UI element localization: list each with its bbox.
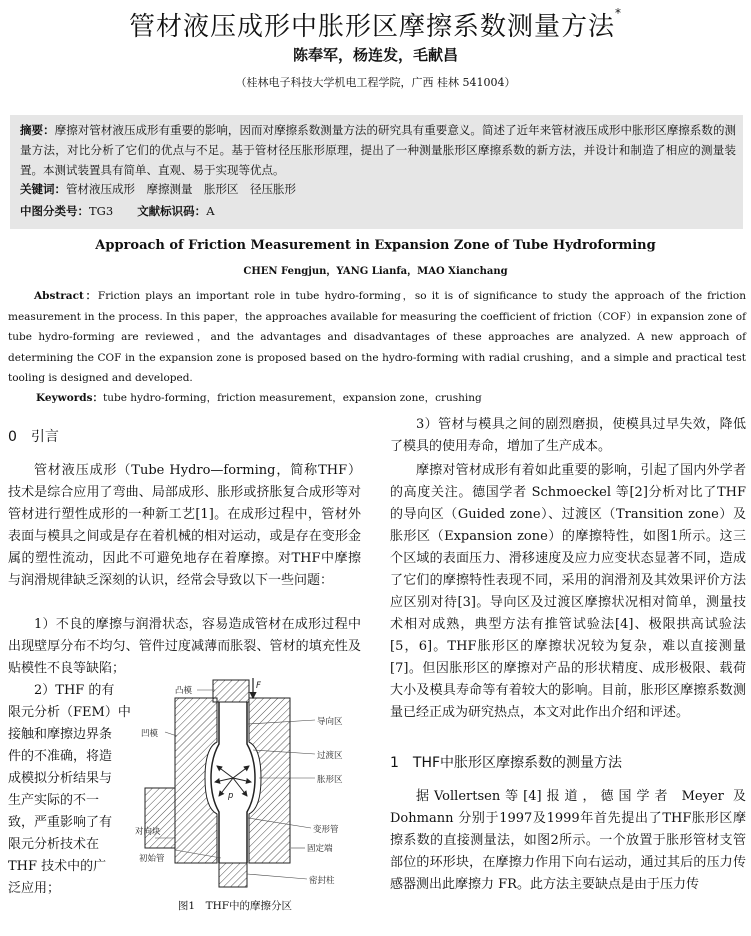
intro-paragraph-3: 2）THF 的有 限元分析（FEM）中 接触和摩擦边界条 件的不准确，将造 成模拟分析结果与 生产实际的不一 致，严重影响了有 限元分析技术在 THF 技术中的广 泛应用； (8, 683, 131, 896)
counter-block-shape (145, 788, 175, 848)
doc-code-label: 文献标识码： (137, 204, 207, 218)
cn-keywords-text: 管材液压成形 摩擦测量 胀形区 径压胀形 (66, 182, 296, 196)
figure-1-friction-zones (135, 678, 365, 894)
paper-affiliation: （桂林电子科技大学机电工程学院，广西 桂林 541004） (235, 76, 516, 89)
en-abstract (8, 286, 746, 389)
cn-abstract (20, 120, 736, 180)
en-abstract-label: Abstract： (34, 290, 98, 302)
label-counter-block: 对向块 (135, 827, 161, 837)
punch-shape (213, 680, 249, 702)
intro-paragraph-5: 摩擦对管材成形有着如此重要的影响，引起了国内外学者的高度关注。德国学者 Schmoeckel 等[2]分析对比了THF的导向区（Guided zone）、过渡区（Transition zone）及胀形区（Expansion zone）的摩擦特性，如图1所示。这三个区域的表面压力、滑移速度及应力应变状态显著不同，造成了它们的摩擦特性表现不同，采用的润滑剂及其效果评价方法应区别对待[3]。导向区及过渡区摩擦状况相对简单，测量技术相对成熟，典型方法有推管试验法[4]、极限拱高试验法[5，6]。THF胀形区的摩擦状况较为复杂，难以直接测量[7]。但因胀形区的摩擦对产品的形状精度、成形极限、载荷大小及模具寿命等有着较大的影响。目前，胀形区摩擦系数测量已经正成为研究热点，本文对此作出介绍和评述。 (390, 463, 746, 720)
title-footnote-mark: * (615, 6, 622, 20)
seal-plug-shape (219, 863, 247, 887)
force-label: F (256, 681, 261, 691)
figure-1-caption: 图1 THF中的摩擦分区 (177, 900, 293, 912)
en-abstract-text: Friction plays an important role in tube hydro-forming，so it is of significance to study the approach of the friction measurement in the process. In this paper，the approaches available for measuring the coefficient of friction（COF）in expansion zone of tube hydro-forming are reviewed，and the advantages and disadvantages of these approaches are analyzed. A new approach of determining the COF in the expansion zone is proposed based on the hydro-forming with radial crushing，and a simple and practical test tooling is designed and developed. (8, 290, 746, 384)
intro-paragraph-2: 1）不良的摩擦与润滑状态，容易造成管材在成形过程中出现壁厚分布不均匀、管件过度减薄而胀裂、管材的填充性及贴模性不良等缺陷； (8, 617, 361, 676)
label-transition-zone: 过渡区 (317, 751, 343, 761)
label-seal-plug: 密封柱 (309, 876, 335, 886)
label-expansion-zone: 胀形区 (317, 775, 343, 785)
cn-keywords (20, 181, 296, 197)
clc-value: TG3 (89, 204, 114, 218)
paper-authors: 陈奉军，杨连发，毛献昌 (292, 46, 458, 64)
cn-keywords-label: 关键词： (20, 182, 66, 196)
cn-abstract-label: 摘要： (20, 123, 55, 137)
section-0-heading: 0 引言 (8, 429, 59, 445)
label-fixed-end: 固定端 (307, 844, 333, 854)
label-punch: 凸模 (175, 686, 193, 696)
intro-paragraph-4: 3）管材与模具之间的剧烈磨损，使模具过早失效，降低了模具的使用寿命，增加了生产成本。 (390, 417, 746, 454)
cn-abstract-text: 摩擦对管材液压成形有重要的影响，因而对摩擦系数测量方法的研究具有重要意义。简述了近年来管材液压成形中胀形区摩擦系数的测量方法，对比分析了它们的优点与不足。基于管材径压胀形原理，提出了一种测量胀形区摩擦系数的新方法，并设计和制造了相应的测量装置。本测试装置具有简单、直观、易于实现等优点。 (20, 123, 737, 177)
en-title: Approach of Friction Measurement in Expansion Zone of Tube Hydroforming (95, 238, 656, 253)
en-keywords (36, 390, 482, 405)
en-keywords-text: tube hydro-forming，friction measurement，expansion zone，crushing (103, 392, 482, 404)
en-keywords-label: Keywords： (36, 392, 104, 404)
section-1-heading: 1 THF中胀形区摩擦系数的测量方法 (390, 755, 623, 771)
paper-title: 管材液压成形中胀形区摩擦系数测量方法* (128, 6, 622, 42)
pressure-label: p (228, 791, 234, 801)
label-die: 凹模 (141, 729, 159, 739)
clc-label: 中图分类号： (20, 204, 89, 218)
intro-paragraph-1: 管材液压成形（Tube Hydro—forming，简称THF）技术是综合应用了弯曲、局部成形、胀形或挤胀复合成形等对管材进行塑性成形的一种新工艺[1]。在成形过程中，管材外表面与模具之间或是存在着机械的相对运动，或是存在变形金属的塑性流动，因此不可避免地存在着摩擦。对THF中摩擦与润滑规律缺乏深刻的认识，经常会导致以下一些问题： (8, 463, 361, 588)
cn-classification (20, 203, 215, 219)
label-guided-zone: 导向区 (317, 717, 343, 727)
doc-code-value: A (206, 204, 215, 218)
section-1-paragraph-1: 据Vollertsen等[4]报道，德国学者 Meyer 及 Dohmann 分别于1997及1999年首先提出了THF胀形区摩擦系数的直接测量法，如图2所示。一个放置于胀形管材支管部位的环形块，在摩擦力作用下向右运动，通过其后的压力传感器测出此摩擦力 FR。此方法主要缺点是由于压力传 (390, 789, 746, 892)
label-deformed-tube: 变形管 (313, 825, 339, 835)
en-authors: CHEN Fengjun，YANG Lianfa，MAO Xianchang (243, 266, 508, 277)
label-initial-tube: 初始管 (139, 854, 165, 864)
